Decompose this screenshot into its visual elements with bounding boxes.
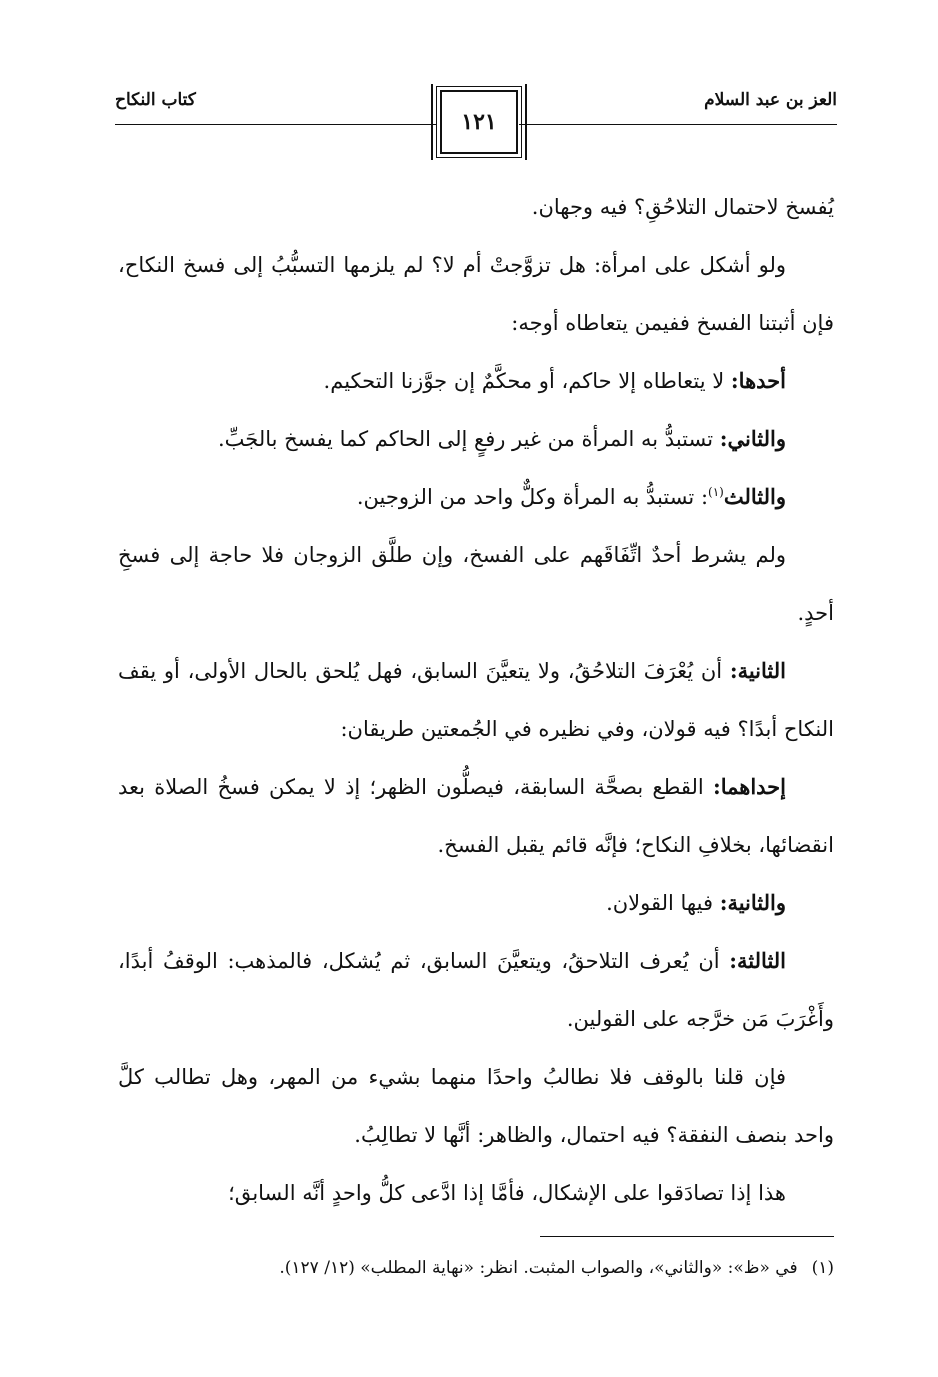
paragraph-9-text: فيها القولان.	[606, 891, 713, 915]
paragraph-10-text: أن يُعرف التلاحقُ، ويتعيَّنَ السابق، ثم يُشكل، فالمذهب: الوقفُ أبدًا، وأَغْرَبَ مَن خرَّجه على القولين.	[118, 949, 834, 1031]
paragraph-6: ولم يشرط أحدٌ اتِّفَاقَهم على الفسخ، وإن طلَّق الزوجان فلا حاجة إلى فسخِ أحدٍ.	[118, 543, 834, 625]
header-rule-left	[115, 124, 437, 125]
paragraph-8-text: القطع بصحَّة السابقة، فيصلُّون الظهر؛ إذ لا يمكن فسخُ الصلاة بعد انقضائها، بخلافِ النكاح؛ فإنَّه قائم يقبل الفسخ.	[118, 775, 834, 857]
paragraph-8	[118, 758, 834, 874]
running-header	[115, 88, 837, 170]
footnote-number: (١)	[811, 1258, 834, 1278]
footnote-text: في «ظ»: «والثاني»، والصواب المثبت. انظر: «نهاية المطلب» (١٢/ ١٢٧).	[279, 1258, 798, 1278]
paragraph-11: فإن قلنا بالوقف فلا نطالبُ واحدًا منهما بشيء من المهر، وهل تطالب كلَّ واحد بنصف النفقة؟ فيه احتمال، والظاهر: أنَّها لا تطالِبُ.	[118, 1065, 834, 1147]
paragraph-4-text: تستبدُّ به المرأة من غير رفعٍ إلى الحاكم كما يفسخ بالجَبِّ.	[217, 427, 714, 451]
paragraph-10	[118, 932, 834, 1048]
header-rule-right	[519, 124, 837, 125]
main-text	[118, 178, 834, 1222]
paragraph-1: يُفسخ لاحتمال التلاحُقِ؟ فيه وجهان.	[531, 195, 834, 219]
paragraph-5-text: : تستبدُّ به المرأة وكلٌّ واحد من الزوجين.	[356, 485, 709, 509]
header-book-section: كتاب النكاح	[115, 90, 196, 110]
footnote-marker: (١)	[708, 485, 724, 499]
paragraph-9-lead: والثانية:	[719, 890, 786, 915]
header-author: العز بن عبد السلام	[704, 90, 837, 110]
paragraph-9	[118, 874, 834, 932]
footnote	[118, 1258, 834, 1278]
paragraph-2: ولو أشكل على امرأة: هل تزوَّجتْ أم لا؟ لم يلزمها التسبُّبُ إلى فسخ النكاح، فإن أثبتنا الفسخ ففيمن يتعاطاه أوجه:	[118, 253, 834, 335]
paragraph-12: هذا إذا تصادَقوا على الإشكال، فأمَّا إذا ادَّعى كلُّ واحدٍ أنَّه السابق؛	[228, 1181, 786, 1205]
page-number-box	[440, 90, 518, 154]
paragraph-3-lead: أحدها:	[730, 368, 786, 393]
paragraph-5	[118, 468, 834, 526]
paragraph-7-lead: الثانية:	[729, 658, 786, 683]
paragraph-3-text: لا يتعاطاه إلا حاكم، أو محكَّمٌ إن جوَّزنا التحكيم.	[323, 369, 725, 393]
paragraph-4-lead: والثاني:	[719, 426, 786, 451]
paragraph-8-lead: إحداهما:	[712, 774, 786, 799]
paragraph-4	[118, 410, 834, 468]
paragraph-5-lead: والثالث	[723, 484, 786, 509]
paragraph-7-text: أن يُعْرَفَ التلاحُقُ، ولا يتعيَّنَ السابق، فهل يُلحق بالحال الأولى، أو يقف النكاح أبدًا؟ فيه قولان، وفي نظيره في الجُمعتين طريقان:	[118, 659, 834, 741]
footnote-separator	[540, 1236, 834, 1237]
paragraph-3	[118, 352, 834, 410]
page-number: ١٢١	[461, 109, 497, 135]
paragraph-10-lead: الثالثة:	[729, 948, 787, 973]
paragraph-7	[118, 642, 834, 758]
